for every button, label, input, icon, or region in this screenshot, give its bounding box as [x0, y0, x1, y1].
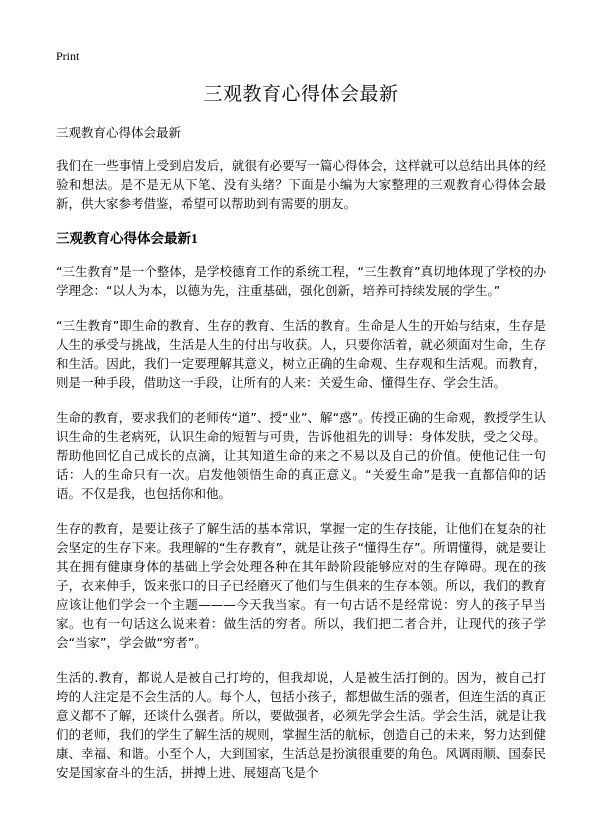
intro-paragraph: 我们在一些事情上受到启发后，就很有必要写一篇心得体会，这样就可以总结出具体的经验和想法。是不是无从下笔、没有头绪？下面是小编为大家整理的三观教育心得体会最新，供大家参考借鉴，希望可以帮助到有需要的朋友。 — [56, 158, 546, 211]
body-paragraph: 生活的.教育，都说人是被自己打垮的，但我却说，人是被生活打倒的。因为，被自己打垮的人注定是不会生活的人。每个人，包括小孩子，都想做生活的强者，但连生活的真正意义都不了解，还谈什么强者。所以，要做强者，必须先学会生活。学会生活，就是让我们的老师，我们的学生了解生活的规则，掌握生活的航标，创造自己的未来，努力达到健康、幸福、和谐。小至个人，大到国家，生活总是扮演很重要的角色。风调雨顺、国泰民安是国家奋斗的生活，拼搏上进、展翅高飞是个 — [56, 670, 546, 780]
body-paragraph: “三生教育”是一个整体，是学校德育工作的系统工程，“三生教育”真切地体现了学校的办学理念：“以人为本，以德为先，注重基础，强化创新，培养可持续发展的学生。” — [56, 264, 546, 298]
body-paragraph: 生命的教育，要求我们的老师传“道”、授“业”、解“惑”。传授正确的生命观，教授学生认识生命的生老病死，认识生命的短暂与可贵，告诉他祖先的训导：身体发肤，受之父母。帮助他回忆自己成长的点滴，让其知道生命的来之不易以及自己的价值。使他记住一句话：人的生命只有一次。启发他领悟生命的真正意义。“关爱生命”是我一直都信仰的话语。不仅是我，也包括你和他。 — [56, 410, 546, 501]
document-subtitle: 三观教育心得体会最新 — [56, 125, 182, 140]
print-label: Print — [56, 49, 80, 63]
section-heading: 三观教育心得体会最新1 — [56, 231, 198, 246]
document-title: 三观教育心得体会最新 — [203, 83, 399, 105]
body-paragraph: 生存的教育，是要让孩子了解生活的基本常识，掌握一定的生存技能，让他们在复杂的社会坚定的生存下来。我理解的“生存教育”，就是让孩子“懂得生存”。所谓懂得，就是要让其在拥有健康身体的基础上学会处理各种在其年龄阶段能够应对的生存障碍。现在的孩子，衣来伸手，饭来张口的日子已经磨灭了他们与生俱来的生存本领。所以，我们的教育应该让他们学会一个主题———今天我当家。有一句古话不是经常说：穷人的孩子早当家。也有一句话这么说来着：做生活的穷者。所以，我们把二者合并，让现代的孩子学会“当家”，学会做“穷者”。 — [56, 521, 546, 650]
body-paragraph: “三生教育”即生命的教育、生存的教育、生活的教育。生命是人生的开始与结束，生存是人生的承受与挑战，生活是人生的付出与收获。人，只要你活着，就必须面对生命，生存和生活。因此，我们一定要理解其意义，树立正确的生命观、生存观和生活观。而教育，则是一种手段，借助这一手段，让所有的人来：关爱生命、懂得生存、学会生活。 — [56, 318, 546, 390]
document-page — [56, 48, 546, 798]
